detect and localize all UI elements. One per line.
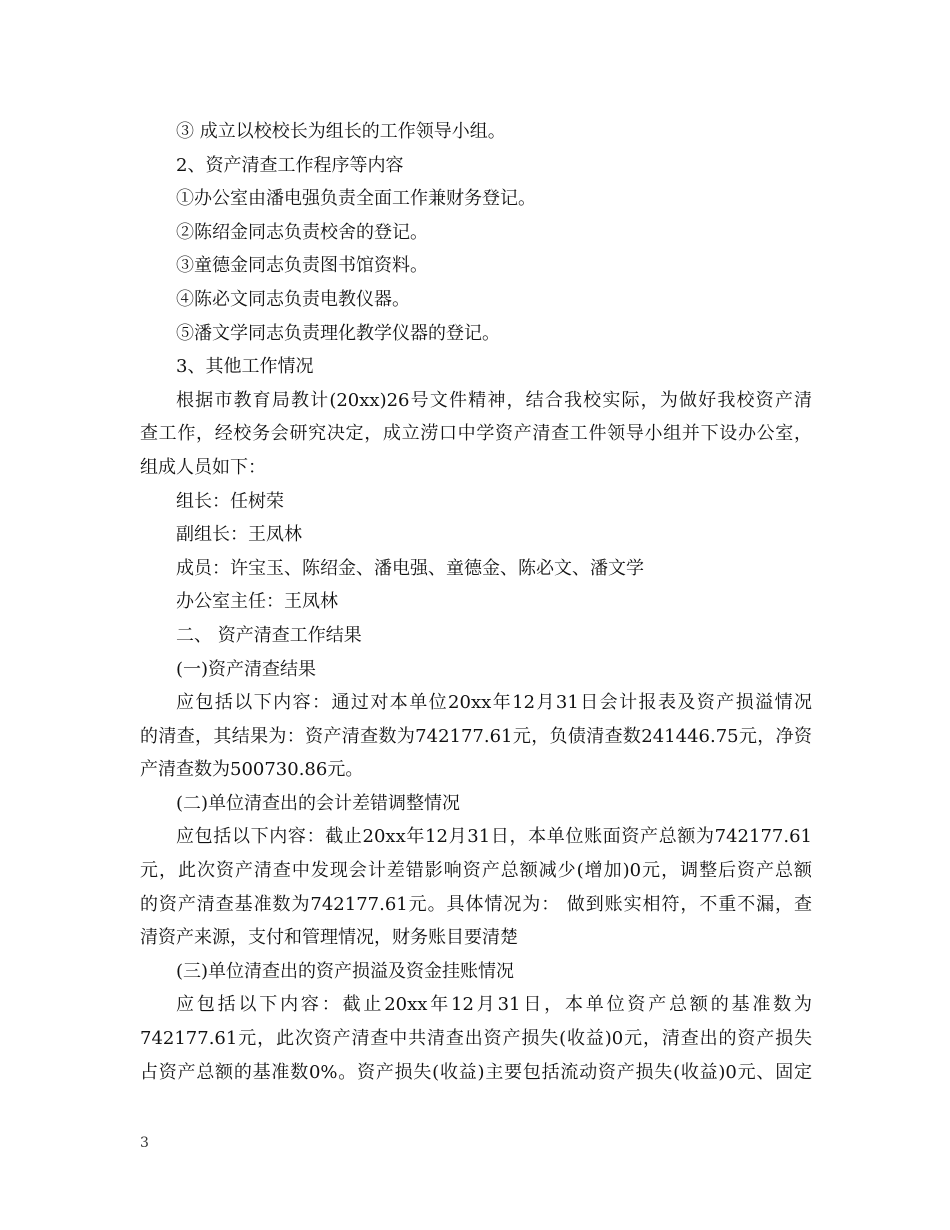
paragraph-line: 占资产总额的基准数0%。资产损失(收益)主要包括流动资产损失(收益)0元、固定 [140, 1061, 812, 1083]
list-item: ⑤潘文学同志负责理化教学仪器的登记。 [176, 322, 500, 344]
subsection-heading: (二)单位清查出的会计差错调整情况 [176, 792, 461, 814]
list-item: ①办公室由潘电强负责全面工作兼财务登记。 [176, 188, 536, 210]
paragraph-line: 查工作，经校务会研究决定，成立涝口中学资产清查工件领导小组并下设办公室， [140, 423, 812, 445]
subsection-heading: (三)单位清查出的资产损溢及资金挂账情况 [176, 960, 515, 982]
list-item: ②陈绍金同志负责校舍的登记。 [176, 221, 428, 243]
paragraph-line: 应包括以下内容：通过对本单位20xx年12月31日会计报表及资产损溢情况 [176, 692, 812, 714]
paragraph-line: 应包括以下内容：截止20xx年12月31日，本单位资产总额的基准数为 [176, 994, 812, 1016]
member-line: 成员：许宝玉、陈绍金、潘电强、童德金、陈必文、潘文学 [176, 557, 644, 579]
paragraph-line: 应包括以下内容：截止20xx年12月31日，本单位账面资产总额为742177.61 [176, 826, 812, 848]
section-heading: 二、 资产清查工作结果 [176, 624, 362, 646]
list-item: ③童德金同志负责图书馆资料。 [176, 255, 428, 277]
section-heading: 3、其他工作情况 [176, 356, 314, 378]
document-body [140, 115, 812, 1089]
page-number: 3 [140, 1135, 149, 1151]
member-line: 组长：任树荣 [176, 490, 284, 512]
member-line: 副组长：王凤林 [176, 524, 302, 546]
paragraph-line: 组成人员如下： [140, 456, 266, 478]
paragraph-line: 根据市教育局教计(20xx)26号文件精神，结合我校实际，为做好我校资产清 [176, 389, 812, 411]
subsection-heading: (一)资产清查结果 [176, 658, 317, 680]
list-item: ④陈必文同志负责电教仪器。 [176, 288, 410, 310]
paragraph-line: 元，此次资产清查中发现会计差错影响资产总额减少(增加)0元，调整后资产总额 [140, 860, 812, 882]
section-heading: 2、资产清查工作程序等内容 [176, 154, 404, 176]
paragraph-line: ③ 成立以校校长为组长的工作领导小组。 [176, 121, 506, 142]
paragraph-line: 的清查，其结果为：资产清查数为742177.61元，负债清查数241446.75元，净资 [140, 725, 812, 747]
paragraph-line: 742177.61元，此次资产清查中共清查出资产损失(收益)0元，清查出的资产损失 [140, 1028, 812, 1050]
paragraph-line: 清资产来源，支付和管理情况，财务账目要清楚 [140, 927, 518, 949]
member-line: 办公室主任：王凤林 [176, 591, 338, 613]
paragraph-line: 的资产清查基准数为742177.61元。具体情况为： 做到账实相符，不重不漏，查 [140, 893, 812, 915]
paragraph-line: 产清查数为500730.86元。 [140, 759, 364, 781]
